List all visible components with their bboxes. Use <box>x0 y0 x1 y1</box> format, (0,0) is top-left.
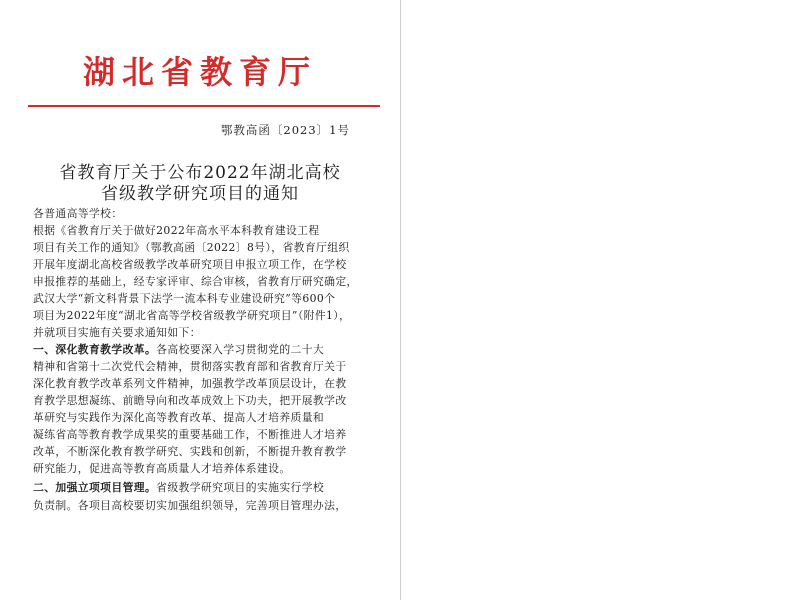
right-page <box>401 0 800 600</box>
body-line: 项目为2022年度“湖北省高等学校省级教学研究项目”（附件1）， <box>33 309 351 322</box>
body-line: 深化教育教学改革系列文件精神，加强教学改革顶层设计，在教 <box>33 377 347 390</box>
red-divider-line <box>28 105 380 107</box>
body-line: 负责制。各项目高校要切实加强组织领导，完善项目管理办法， <box>33 499 347 512</box>
body-line: 开展年度湖北高校省级教学改革研究项目申报立项工作，在学校 <box>33 258 347 271</box>
body-line: 育教学思想凝练、前瞻导向和改革成效上下功夫，把开展教学改 <box>33 394 347 407</box>
body-line: 凝练省高等教育教学成果奖的重要基础工作，不断推进人才培养 <box>33 428 347 441</box>
body-line: 根据《省教育厅关于做好2022年高水平本科教育建设工程 <box>33 224 320 237</box>
document-number: 鄂教高函〔2023〕1号 <box>220 123 350 137</box>
salutation: 各普通高等学校： <box>33 207 123 220</box>
letterhead: 湖北省教育厅 <box>82 53 317 91</box>
section-heading: 二、加强立项项目管理。 <box>33 481 157 494</box>
title-line-1: 省教育厅关于公布2022年湖北高校 <box>59 163 341 183</box>
title-line-2: 省级教学研究项目的通知 <box>101 184 299 204</box>
section-heading: 一、深化教育教学改革。 <box>33 343 157 356</box>
left-page <box>0 0 401 600</box>
body-line: 精神和省第十二次党代会精神，贯彻落实教育部和省教育厅关于 <box>33 360 347 373</box>
body-line: 研究能力，促进高等教育高质量人才培养体系建设。 <box>33 462 291 475</box>
body-line: 改革，不断深化教育教学研究、实践和创新，不断提升教育教学 <box>33 445 347 458</box>
section-heading-line <box>33 481 324 495</box>
section-heading-line <box>33 343 324 357</box>
body-text: 各高校要深入学习贯彻党的二十大 <box>156 343 325 356</box>
body-line: 革研究与实践作为深化高等教育改革、提高人才培养质量和 <box>33 411 325 424</box>
body-line: 项目有关工作的通知》（鄂教高函〔2022〕8号），省教育厅组织 <box>33 241 350 254</box>
body-line: 并就项目实施有关要求通知如下： <box>33 326 201 339</box>
body-text: 省级教学研究项目的实施实行学校 <box>156 481 325 494</box>
body-line: 武汉大学“新文科背景下法学一流本科专业建设研究”等600个 <box>33 292 336 305</box>
body-line: 申报推荐的基础上，经专家评审、综合审核，省教育厅研究确定， <box>33 275 358 288</box>
